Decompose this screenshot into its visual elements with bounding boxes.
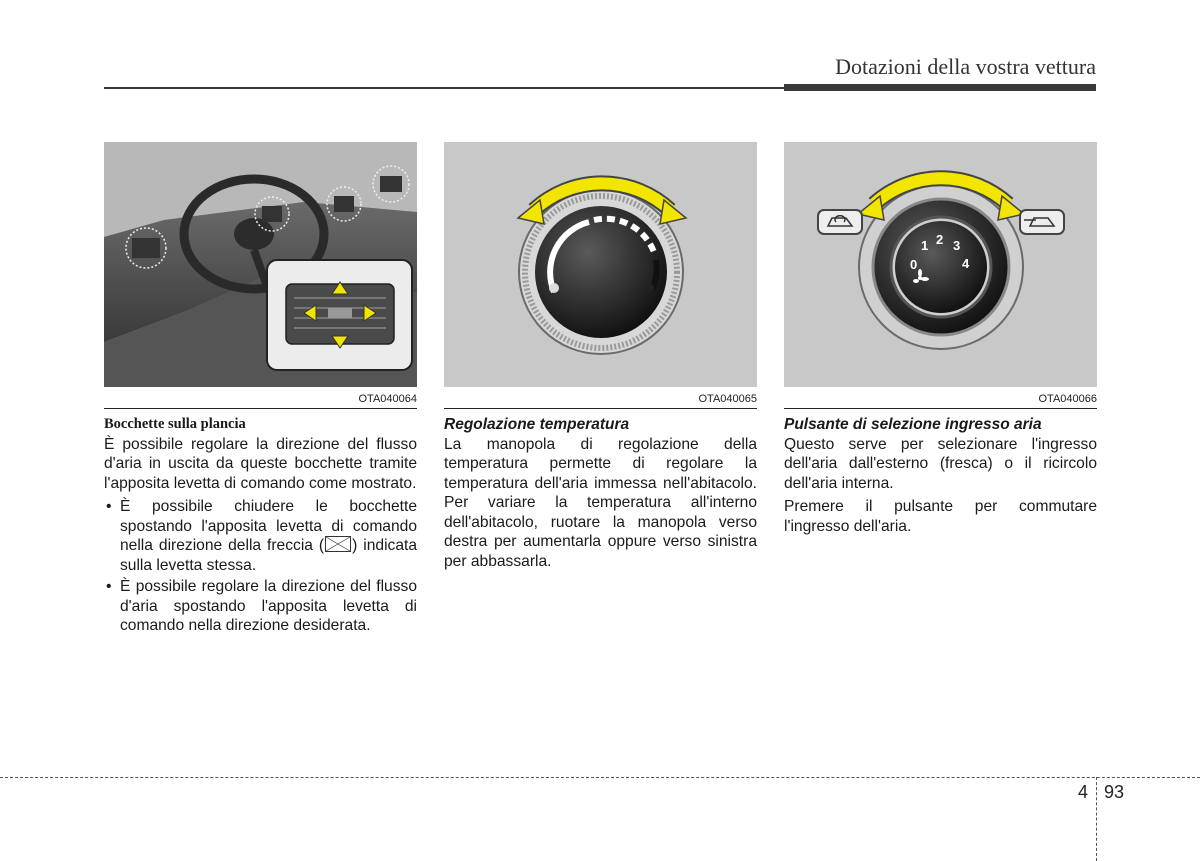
dashboard-illustration: [104, 142, 417, 387]
figure-code: OTA040066: [1038, 393, 1097, 405]
bullet-text: È possibile regolare la direzione del flusso d'aria spostando l'apposita levetta di comando nella direzione desiderata.: [120, 578, 417, 634]
page-number-value: 93: [1104, 782, 1125, 802]
list-item: [104, 497, 417, 575]
section-dashboard-vents: [104, 142, 417, 638]
figure-code: OTA040065: [698, 393, 757, 405]
section-heading: Pulsante di selezione ingresso aria: [784, 416, 1042, 433]
fresh-air-icon: [1020, 210, 1064, 234]
fan-speed-label: 2: [936, 232, 944, 247]
body-paragraph: Premere il pulsante per commutare l'ingresso dell'aria.: [784, 498, 1097, 535]
body-paragraph: La manopola di regolazione della temperatura permette di regolare la temperatura dell'aria immessa nell'abitacolo. Per variare la temperatura all'interno dell'abitacolo, ruotare la manopola verso destra per aumentarla oppure verso sinistra per abbassarla.: [444, 435, 757, 570]
header-rule-thick: [784, 84, 1096, 91]
section-heading: Regolazione temperatura: [444, 416, 630, 433]
footer-dashed-rule: [0, 777, 1200, 778]
section-heading: Bocchette sulla plancia: [104, 416, 246, 432]
temperature-knob-icon: [444, 142, 757, 387]
section-temperature: [444, 142, 757, 575]
figure-air-intake-knob: [784, 142, 1097, 405]
section-air-intake: [784, 142, 1097, 540]
figure-temperature-knob: [444, 142, 757, 405]
air-intake-illustration: [784, 142, 1097, 387]
figure-dashboard-vents: [104, 142, 417, 405]
body-paragraph: Questo serve per selezionare l'ingresso dell'aria dall'esterno (fresca) o il ricircolo dell'aria interna.: [784, 435, 1097, 492]
figure-code: OTA040064: [358, 393, 417, 405]
header-rule: [104, 87, 784, 89]
bullet-text: È possibile chiudere le bocchette spostando l'apposita levetta di comando nella direzione della freccia (: [120, 498, 417, 554]
figure-caption-rule: [784, 408, 1097, 409]
fan-speed-label: 3: [953, 238, 961, 253]
figure-caption-rule: [444, 408, 757, 409]
bullet-text-tail: ) indicata sulla levetta stessa.: [120, 537, 418, 574]
list-item: [104, 577, 417, 636]
fan-speed-label: 4: [962, 256, 970, 271]
footer-dashed-divider: [1096, 777, 1097, 861]
figure-caption-rule: [104, 408, 417, 409]
fan-speed-label: 0: [910, 257, 918, 272]
intro-paragraph: È possibile regolare la direzione del flusso d'aria in uscita da queste bocchette tramite l'apposita levetta di comando come mostrato.: [104, 435, 417, 492]
bullet-list: [104, 497, 417, 636]
recirculation-icon: [818, 210, 862, 234]
page-header-title: Dotazioni della vostra vettura: [835, 54, 1096, 79]
chapter-number: 4: [1078, 782, 1089, 802]
fan-speed-label: 1: [921, 238, 929, 253]
closed-vent-icon: [325, 536, 351, 552]
